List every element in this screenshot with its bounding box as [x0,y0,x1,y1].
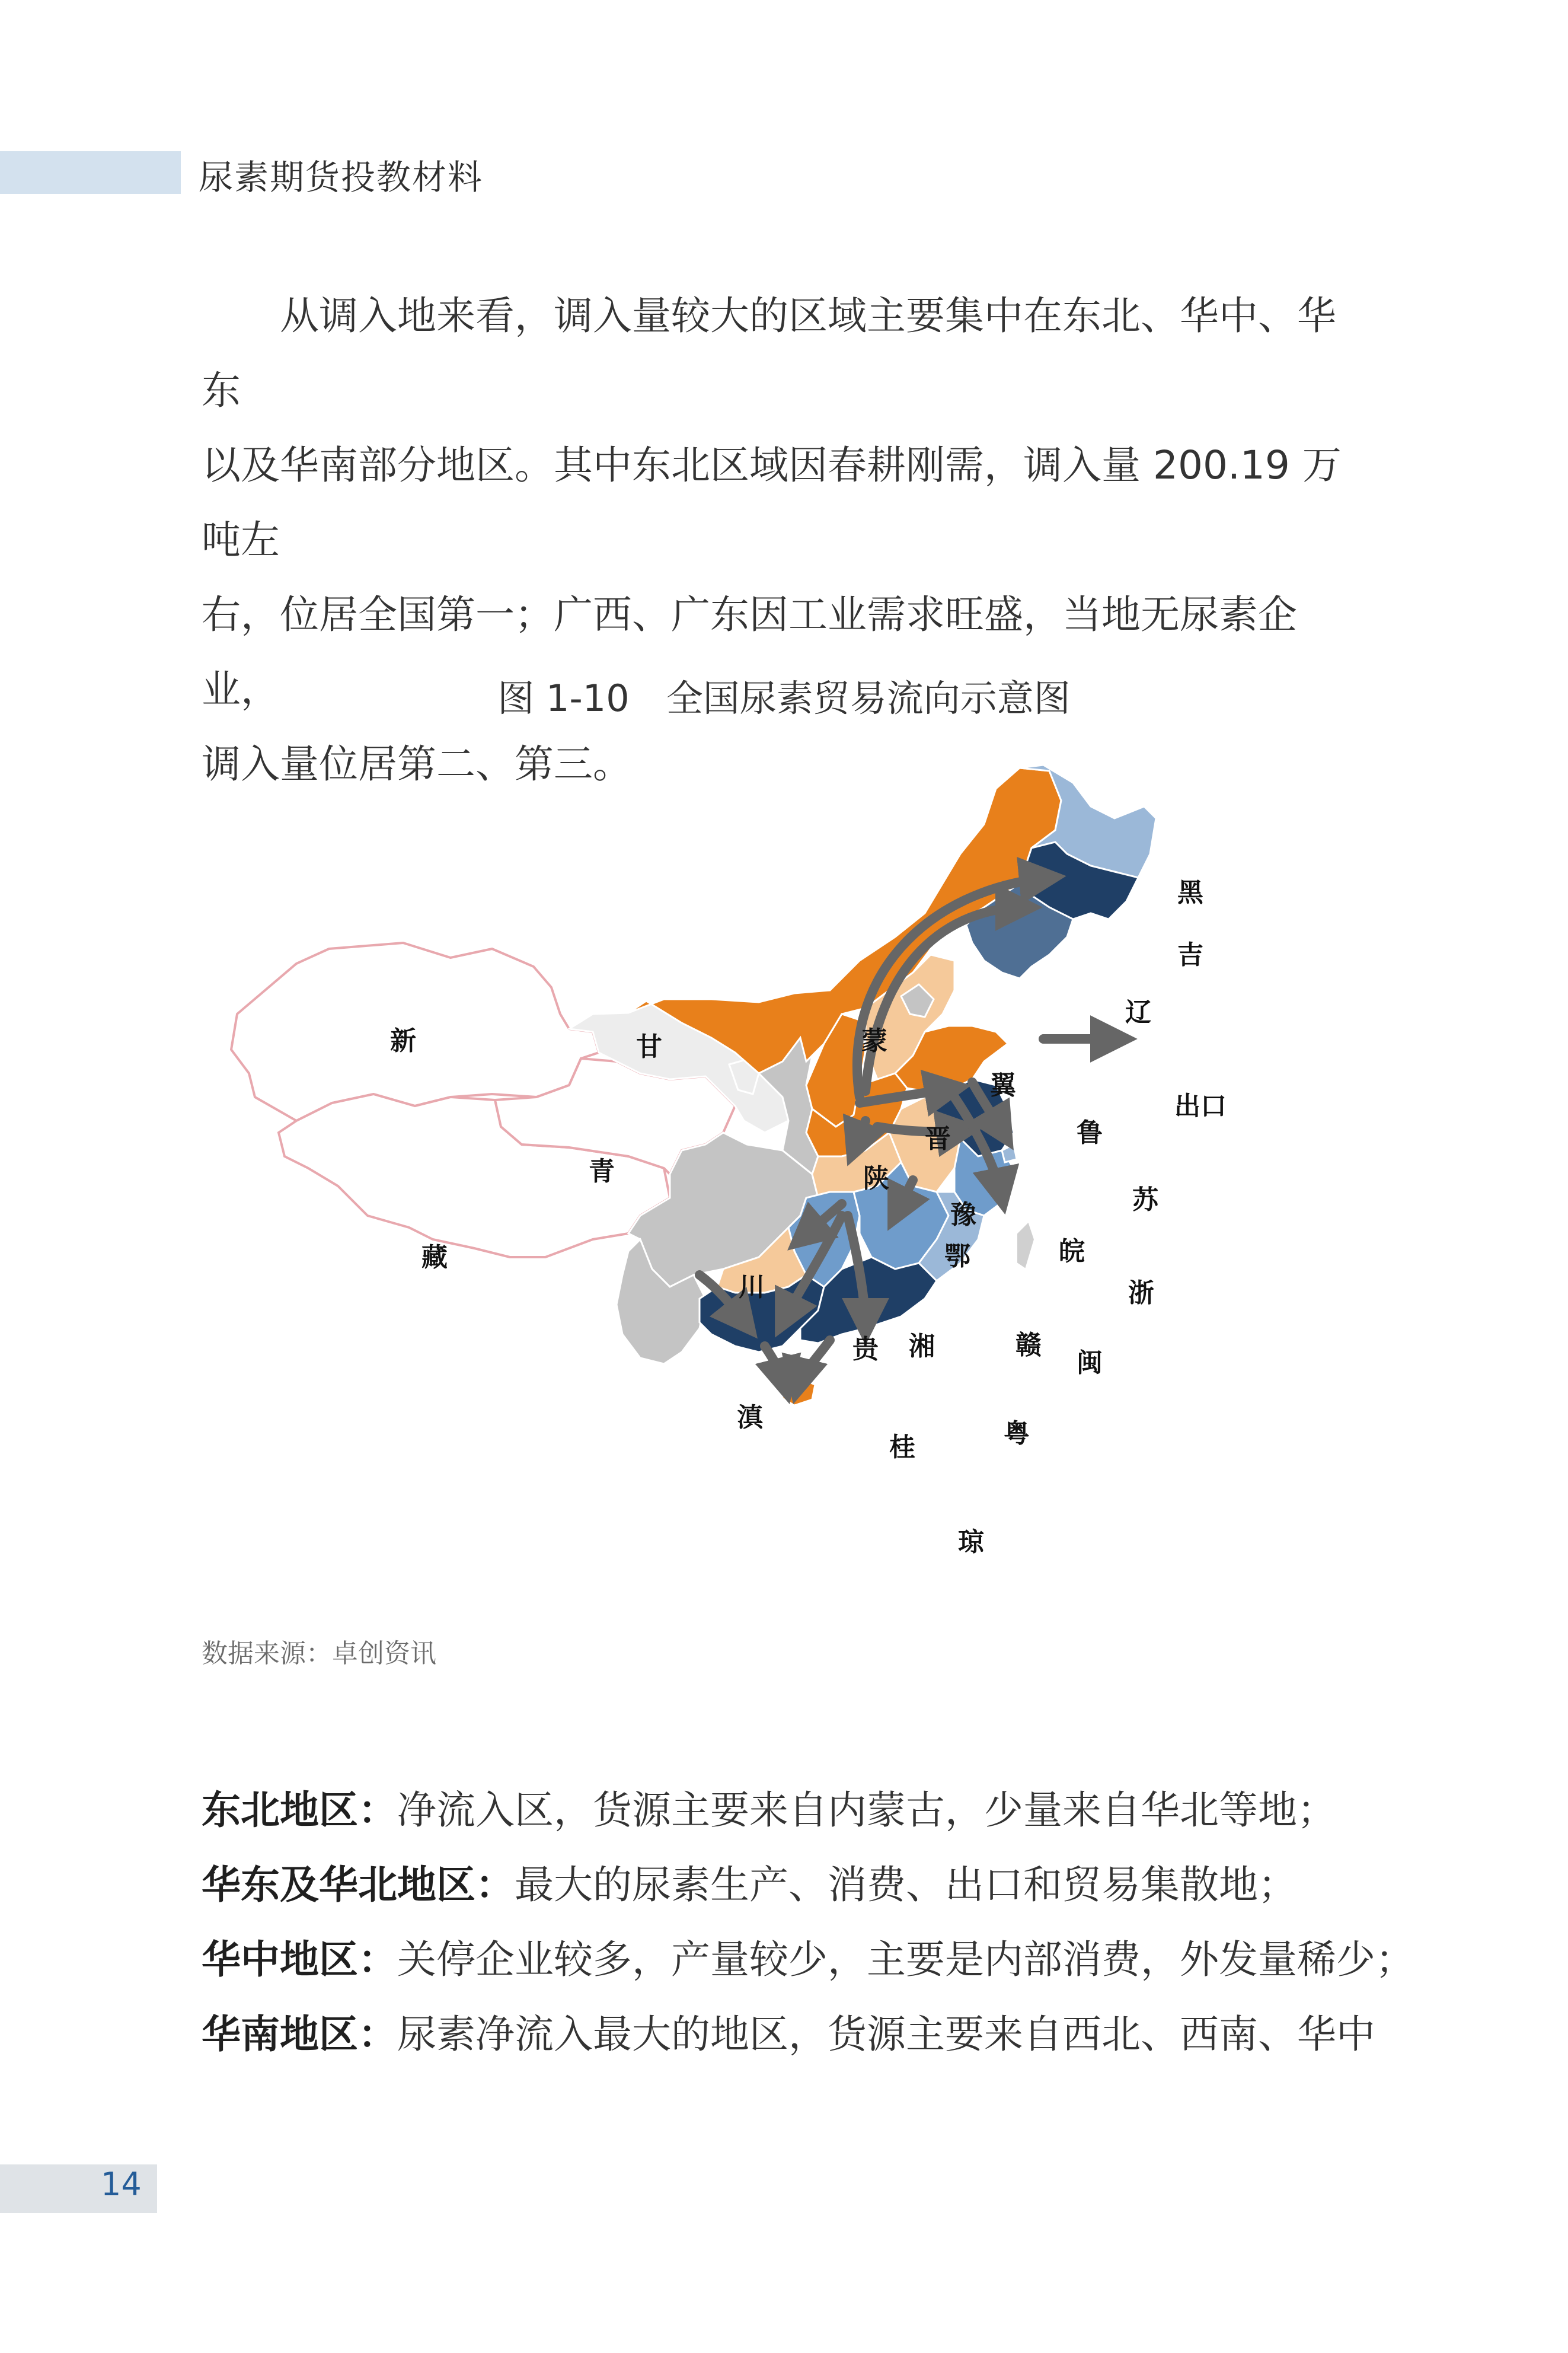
header-accent-bar [0,151,181,194]
label-meng: 蒙 [861,1026,887,1056]
label-shaan: 陕 [863,1163,889,1194]
data-source: 数据来源：卓创资讯 [202,1638,436,1669]
label-jiyi: 翼 [990,1070,1016,1101]
label-qing: 青 [589,1156,615,1187]
label-jin: 晋 [925,1124,951,1154]
region-summary-list [202,1773,1414,2072]
label-dian: 滇 [737,1402,763,1433]
region-item [202,1773,1363,1848]
label-min: 闽 [1077,1348,1103,1378]
region-text: 净流入区，货源主要来自内蒙古，少量来自华北等地； [397,1787,1336,1833]
label-qiong: 琼 [958,1527,984,1557]
region-item [202,1997,1375,2072]
label-zhe: 浙 [1128,1278,1154,1308]
region-item [202,1922,1414,1997]
label-su: 苏 [1132,1185,1158,1215]
paragraph-line: 以及华南部分地区。其中东北区域因春耕刚需，调入量 200.19 万吨左 [202,442,1342,563]
label-gan2: 赣 [1015,1330,1042,1360]
region-taiwan [1017,1222,1034,1269]
intro-paragraph [202,279,1352,802]
region-name: 华南地区： [202,2011,397,2057]
region-text: 最大的尿素生产、消费、出口和贸易集散地； [515,1862,1297,1908]
label-liao: 辽 [1125,997,1151,1028]
label-xiang: 湘 [909,1331,935,1362]
china-trade-flow-map [213,765,1340,1583]
region-name: 东北地区： [202,1787,397,1833]
page-number: 14 [101,2166,142,2203]
label-gan: 甘 [636,1032,662,1062]
arrow-north-to-anhui [877,1127,966,1131]
label-export: 出口 [1174,1091,1227,1121]
label-lu: 鲁 [1077,1118,1103,1148]
region-text: 尿素净流入最大的地区，货源主要来自西北、西南、华中 [397,2011,1375,2057]
header-title: 尿素期货投教材料 [199,157,484,197]
label-guilin: 桂 [889,1432,915,1462]
arrow-guangdong-to-hainan [797,1340,830,1388]
label-xin: 新 [390,1026,416,1056]
label-yu: 豫 [950,1200,976,1230]
label-e: 鄂 [944,1241,970,1271]
label-wan: 皖 [1059,1236,1085,1267]
region-item [202,1848,1363,1922]
region-name: 华中地区： [202,1937,397,1982]
region-name: 华东及华北地区： [202,1862,515,1908]
label-zang: 藏 [421,1242,448,1273]
label-chuan: 川 [739,1272,765,1302]
paragraph-line: 从调入地来看，调入量较大的区域主要集中在东北、华中、华东 [202,293,1336,413]
figure-caption: 图 1-10 全国尿素贸易流向示意图 [497,677,1071,720]
region-text: 关停企业较多，产量较少，主要是内部消费，外发量稀少； [397,1937,1414,1982]
label-gui: 贵 [852,1334,879,1364]
paragraph-line: 右，位居全国第一；广西、广东因工业需求旺盛，当地无尿素企业， [202,592,1297,712]
paragraph-line: 调入量位居第二、第三。 [202,741,632,787]
arrow-guangxi-to-hainan [765,1346,785,1388]
label-yue: 粤 [1004,1418,1030,1449]
label-ji: 吉 [1177,940,1203,970]
label-hei: 黑 [1177,878,1203,908]
